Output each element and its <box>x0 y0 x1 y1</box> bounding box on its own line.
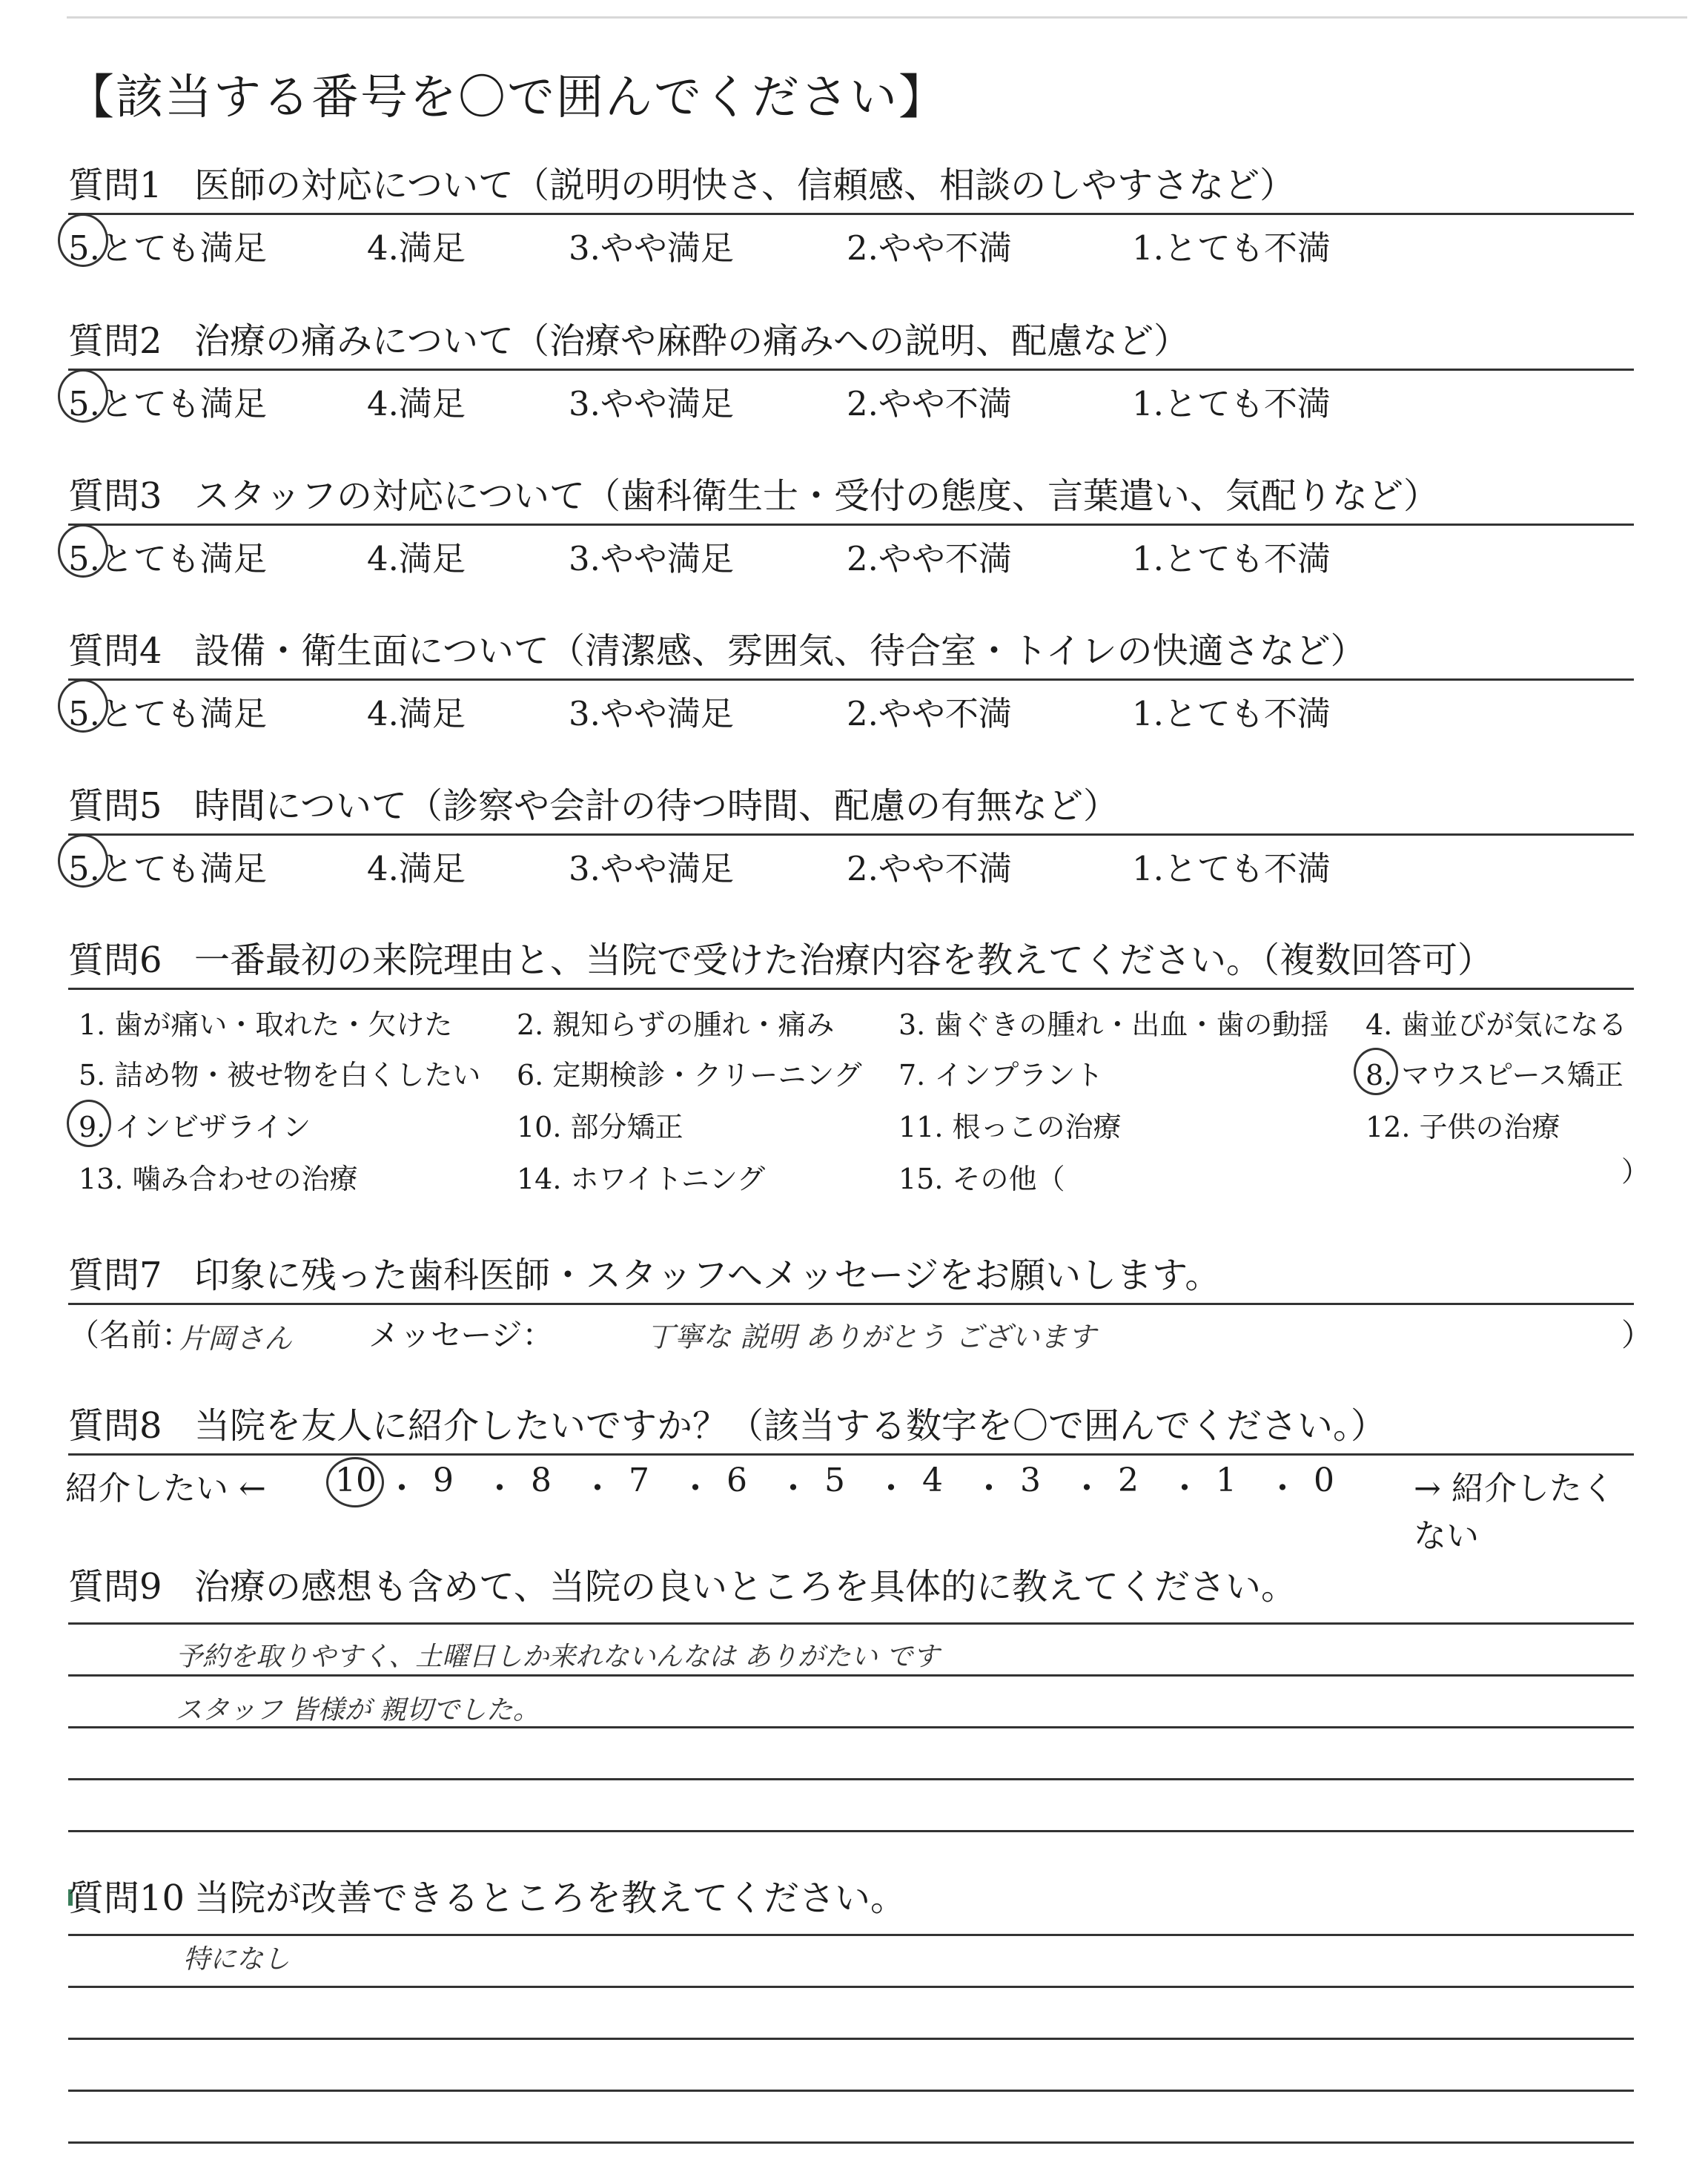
question-5-number: 質問5 <box>68 785 162 827</box>
scale-value[interactable]: 5 <box>824 1462 845 1499</box>
question-9-text: 治療の感想も含めて、当院の良いところを具体的に教えてください。 <box>194 1566 1297 1608</box>
rating-option[interactable]: 2.やや不満 <box>847 694 1012 733</box>
q6-other-close-paren: ） <box>1621 1155 1650 1188</box>
q6-option[interactable]: 9. インビザライン <box>79 1111 311 1143</box>
scale-left-label: 紹介したい ← <box>65 1470 266 1507</box>
rating-option[interactable]: 1.とても不満 <box>1132 694 1331 733</box>
question-1 <box>68 159 1634 315</box>
question-7-number: 質問7 <box>68 1255 162 1296</box>
q6-option[interactable]: 3. 歯ぐきの腫れ・出血・歯の動揺 <box>898 1008 1329 1041</box>
selection-circle <box>58 369 108 423</box>
rating-option[interactable]: 1.とても不満 <box>1132 539 1331 578</box>
selection-circle <box>326 1457 384 1507</box>
selection-circle <box>58 214 108 267</box>
question-9-answer-area[interactable] <box>68 1616 1634 1839</box>
scale-right-label: → 紹介したくない <box>1414 1470 1615 1555</box>
rating-option[interactable]: 2.やや不満 <box>847 384 1012 423</box>
question-8 <box>65 1400 1634 1555</box>
scale-value[interactable]: 8 <box>531 1462 552 1499</box>
q6-option[interactable]: 15. その他（ <box>898 1163 1065 1195</box>
scale-separator: ・ <box>581 1470 614 1507</box>
scale-separator: ・ <box>1266 1470 1299 1507</box>
message-value[interactable]: 丁寧な 説明 ありがとう ございます <box>646 1321 1096 1353</box>
rating-option[interactable]: 5.とても満足 <box>68 228 267 268</box>
answer-line <box>68 2141 1634 2144</box>
scale-value[interactable]: 10 <box>335 1462 377 1499</box>
question-7-heading <box>68 1249 1634 1301</box>
question-2 <box>68 315 1634 471</box>
name-value[interactable]: 片岡さん <box>179 1322 293 1355</box>
q6-option[interactable]: 14. ホワイトニング <box>517 1163 766 1195</box>
question-5-heading <box>68 780 1634 832</box>
scale-separator: ・ <box>679 1470 712 1507</box>
q9-answer-line-2: スタッフ 皆様が 親切でした。 <box>176 1695 540 1725</box>
rating-option[interactable]: 2.やや不満 <box>847 849 1012 888</box>
question-1-heading <box>68 159 1634 211</box>
scale-separator: ・ <box>1070 1470 1103 1507</box>
question-6-number: 質問6 <box>68 939 162 981</box>
rating-option[interactable]: 5.とても満足 <box>68 694 267 733</box>
answer-line <box>68 1934 1634 1936</box>
question-4-number: 質問4 <box>68 630 162 672</box>
message-close-paren: ） <box>1621 1317 1653 1353</box>
scale-separator: ・ <box>777 1470 810 1507</box>
form-title: 【該当する番号を〇で囲んでください】 <box>67 70 947 125</box>
scale-value[interactable]: 7 <box>629 1462 649 1499</box>
question-7-message-row[interactable] <box>68 1305 1653 1357</box>
rating-option[interactable]: 1.とても不満 <box>1132 384 1331 423</box>
name-label: （名前： <box>68 1317 193 1353</box>
referral-scale <box>65 1456 1634 1555</box>
scale-value[interactable]: 0 <box>1314 1462 1334 1499</box>
question-1-number: 質問1 <box>68 165 162 206</box>
scale-separator: ・ <box>385 1470 418 1507</box>
q6-option[interactable]: 11. 根っこの治療 <box>898 1111 1122 1143</box>
question-6 <box>68 934 1650 1231</box>
question-9-heading <box>68 1561 1634 1613</box>
question-2-heading <box>68 315 1634 367</box>
rating-option[interactable]: 2.やや不満 <box>847 539 1012 578</box>
question-8-number: 質問8 <box>68 1405 162 1447</box>
question-10-answer-area[interactable] <box>68 1928 1634 2150</box>
question-2-options <box>68 371 1634 423</box>
question-2-number: 質問2 <box>68 320 162 362</box>
question-5-text: 時間について（診察や会計の待つ時間、配慮の有無など） <box>194 785 1119 827</box>
rating-option[interactable]: 4.満足 <box>367 228 466 268</box>
q10-answer-line-1: 特になし <box>183 1944 291 1975</box>
q6-option[interactable]: 7. インプラント <box>898 1059 1104 1091</box>
question-1-text: 医師の対応について（説明の明快さ、信頼感、相談のしやすさなど） <box>194 165 1296 206</box>
question-3-number: 質問3 <box>68 475 162 517</box>
scale-separator: ・ <box>973 1470 1005 1507</box>
scale-value[interactable]: 9 <box>433 1462 454 1499</box>
rating-option[interactable]: 3.やや満足 <box>569 539 734 578</box>
q9-answer-line-1: 予約を取りやすく、土曜日しか来れないんなは ありがたい です <box>176 1642 940 1672</box>
question-9-number: 質問9 <box>68 1566 162 1608</box>
question-3-heading <box>68 470 1634 522</box>
question-7 <box>68 1249 1653 1361</box>
answer-line <box>68 1986 1634 1988</box>
q6-option[interactable]: 8. マウスピース矯正 <box>1366 1059 1623 1091</box>
question-10 <box>68 1872 1634 1924</box>
answer-line <box>68 2090 1634 2092</box>
rating-option[interactable]: 1.とても不満 <box>1132 849 1331 888</box>
question-9 <box>68 1561 1634 1613</box>
question-8-text: 当院を友人に紹介したいですか？（該当する数字を〇で囲んでください。） <box>194 1405 1387 1447</box>
page-top-border <box>67 16 1687 19</box>
rating-option[interactable]: 5.とても満足 <box>68 849 267 888</box>
q6-option[interactable]: 2. 親知らずの腫れ・痛み <box>517 1008 835 1041</box>
question-6-heading <box>68 934 1634 986</box>
question-3-text: スタッフの対応について（歯科衛生士・受付の態度、言葉遣い、気配りなど） <box>194 475 1440 517</box>
question-6-text: 一番最初の来院理由と、当院で受けた治療内容を教えてください。（複数回答可） <box>194 939 1494 981</box>
question-3-options <box>68 526 1634 578</box>
question-2-text: 治療の痛みについて（治療や麻酔の痛みへの説明、配慮など） <box>194 320 1190 362</box>
rating-option[interactable]: 3.やや満足 <box>569 228 734 268</box>
question-10-number: 質問10 <box>68 1877 185 1919</box>
question-1-options <box>68 215 1634 267</box>
rating-option[interactable]: 2.やや不満 <box>847 228 1012 268</box>
question-5-options <box>68 836 1634 888</box>
question-6-options <box>68 1002 1650 1224</box>
scale-value[interactable]: 1 <box>1216 1462 1237 1499</box>
answer-line <box>68 1622 1634 1625</box>
rating-option[interactable]: 4.満足 <box>367 694 466 733</box>
rating-option[interactable]: 1.とても不満 <box>1132 228 1331 268</box>
rating-option[interactable]: 3.やや満足 <box>569 849 734 888</box>
selection-circle <box>58 834 108 888</box>
rating-option[interactable]: 5.とても満足 <box>68 539 267 578</box>
question-7-text: 印象に残った歯科医師・スタッフへメッセージをお願いします。 <box>194 1255 1221 1296</box>
selection-circle <box>58 524 108 578</box>
question-3 <box>68 470 1634 626</box>
q6-option[interactable]: 10. 部分矯正 <box>517 1111 683 1143</box>
question-4 <box>68 625 1634 781</box>
scale-value[interactable]: 6 <box>726 1462 747 1499</box>
rating-option[interactable]: 4.満足 <box>367 539 466 578</box>
scale-separator: ・ <box>1168 1470 1201 1507</box>
selection-circle <box>67 1100 111 1147</box>
scale-value[interactable]: 2 <box>1118 1462 1139 1499</box>
q6-option[interactable]: 4. 歯並びが気になる <box>1366 1008 1627 1041</box>
rating-option[interactable]: 5.とても満足 <box>68 384 267 423</box>
rating-option[interactable]: 4.満足 <box>367 849 466 888</box>
question-5 <box>68 780 1634 936</box>
scale-value[interactable]: 3 <box>1020 1462 1041 1499</box>
answer-line <box>68 1674 1634 1677</box>
scale-separator: ・ <box>483 1470 516 1507</box>
question-10-heading <box>68 1872 1634 1924</box>
message-label: メッセージ： <box>368 1317 554 1353</box>
q6-option[interactable]: 12. 子供の治療 <box>1366 1111 1560 1143</box>
answer-line <box>68 2038 1634 2040</box>
rating-option[interactable]: 4.満足 <box>367 384 466 423</box>
question-8-heading <box>68 1400 1634 1452</box>
q6-option[interactable]: 1. 歯が痛い・取れた・欠けた <box>79 1008 453 1041</box>
question-6-rule <box>68 988 1634 990</box>
answer-line <box>68 1830 1634 1832</box>
rating-option[interactable]: 3.やや満足 <box>569 384 734 423</box>
q6-option[interactable]: 6. 定期検診・クリーニング <box>517 1059 862 1091</box>
question-4-options <box>68 681 1634 733</box>
selection-circle <box>1354 1048 1398 1095</box>
scale-value[interactable]: 4 <box>922 1462 943 1499</box>
q6-option[interactable]: 5. 詰め物・被せ物を白くしたい <box>79 1059 481 1091</box>
question-10-text: 当院が改善できるところを教えてください。 <box>194 1877 907 1919</box>
question-4-text: 設備・衛生面について（清潔感、雰囲気、待合室・トイレの快適さなど） <box>194 630 1366 672</box>
answer-line <box>68 1778 1634 1780</box>
selection-circle <box>58 679 108 733</box>
q6-option[interactable]: 13. 噛み合わせの治療 <box>79 1163 358 1195</box>
question-4-heading <box>68 625 1634 677</box>
rating-option[interactable]: 3.やや満足 <box>569 694 734 733</box>
scale-separator: ・ <box>875 1470 907 1507</box>
